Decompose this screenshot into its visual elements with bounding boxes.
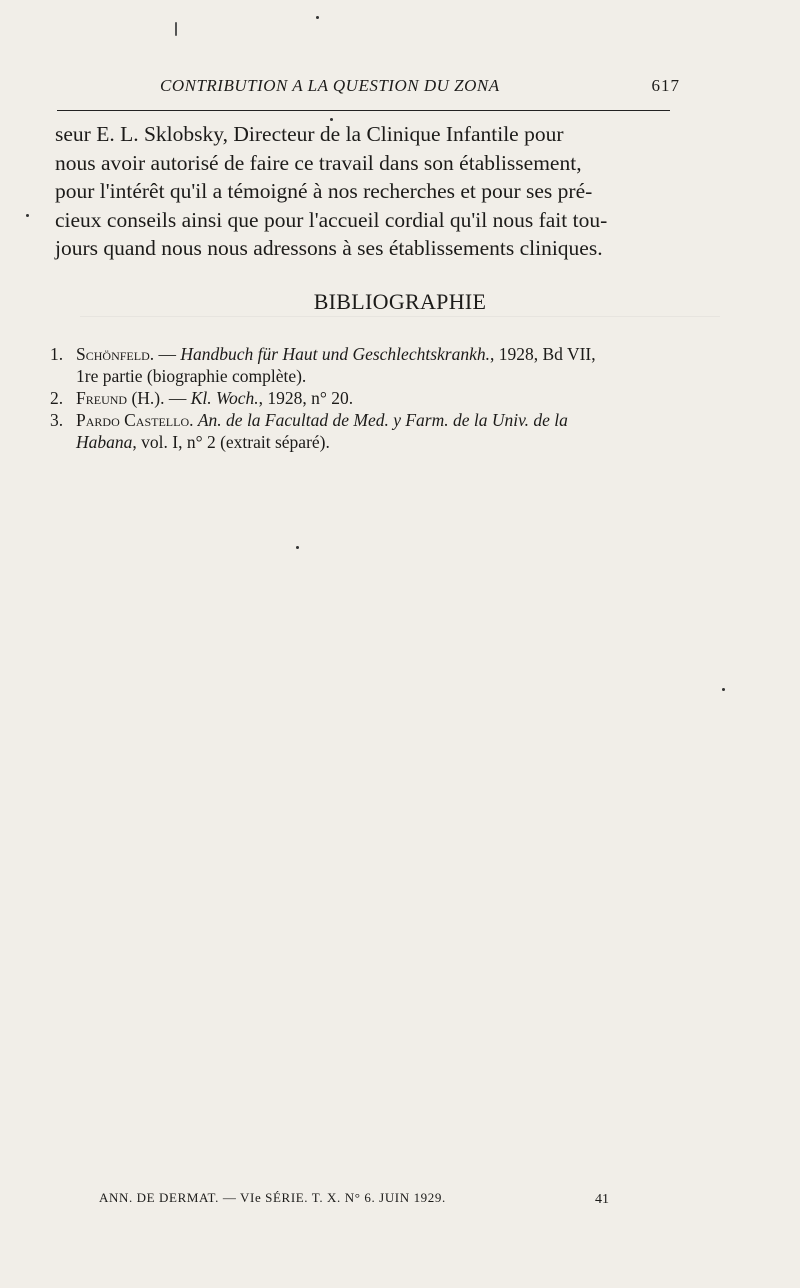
entry-title-continued: Habana: [76, 432, 133, 452]
entry-title: Handbuch für Haut und Geschlechtskrankh.: [180, 344, 490, 364]
entry-separator: —: [154, 344, 181, 364]
entry-title: An. de la Facultad de Med. y Farm. de la Univ. de la: [197, 410, 568, 430]
entry-details: , 1928, Bd VII,: [489, 344, 596, 364]
entry-title: Kl. Woch.: [190, 388, 259, 408]
text-line: nous avoir autorisé de faire ce travail dans son établissement,: [55, 150, 582, 175]
page-footer: [0, 1190, 800, 1220]
entry-number: 2.: [50, 388, 64, 408]
bibliography-list: [50, 343, 658, 453]
print-speck: [296, 546, 299, 549]
text-line: seur E. L. Sklobsky, Directeur de la Clinique Infantile pour: [55, 122, 564, 146]
running-title: CONTRIBUTION A LA QUESTION DU ZONA: [160, 76, 500, 95]
page-number: 617: [651, 76, 680, 95]
signature-mark: 41: [595, 1192, 609, 1207]
entry-author-initials: (H.).: [127, 388, 165, 408]
bibliography-entry: [50, 387, 658, 409]
bibliography-entry: [50, 409, 658, 453]
text-line: cieux conseils ainsi que pour l'accueil cordial qu'il nous fait tou-: [55, 207, 608, 232]
entry-number: 3.: [50, 410, 64, 430]
running-header: [160, 76, 680, 96]
text-line: pour l'intérêt qu'il a témoigné à nos recherches et pour ses pré-: [55, 179, 593, 204]
journal-citation: ANN. DE DERMAT. — VIe SÉRIE. T. X. N° 6. JUIN 1929.: [99, 1190, 446, 1205]
entry-number: 1.: [50, 344, 64, 364]
print-speck: [26, 214, 29, 217]
entry-author: Schönfeld.: [76, 344, 155, 364]
acknowledgement-paragraph: [55, 120, 657, 263]
entry-continuation: [50, 431, 658, 453]
entry-separator: —: [164, 388, 191, 408]
print-speck: [722, 688, 725, 691]
text-line: jours quand nous nous adressons à ses établissements cliniques.: [55, 236, 603, 261]
print-speck: [316, 16, 319, 19]
bibliography-heading: BIBLIOGRAPHIE: [313, 289, 487, 314]
entry-author: Pardo Castello.: [76, 410, 194, 430]
entry-details: , vol. I, n° 2 (extrait séparé).: [132, 432, 330, 452]
print-speck: [330, 118, 333, 121]
entry-author: Freund: [76, 388, 128, 408]
entry-details: , 1928, n° 20.: [258, 388, 354, 408]
bibliography-entry: [50, 343, 658, 387]
entry-continuation: 1re partie (biographie complète).: [76, 366, 307, 386]
print-speck: [175, 22, 177, 36]
header-rule: [57, 110, 670, 111]
